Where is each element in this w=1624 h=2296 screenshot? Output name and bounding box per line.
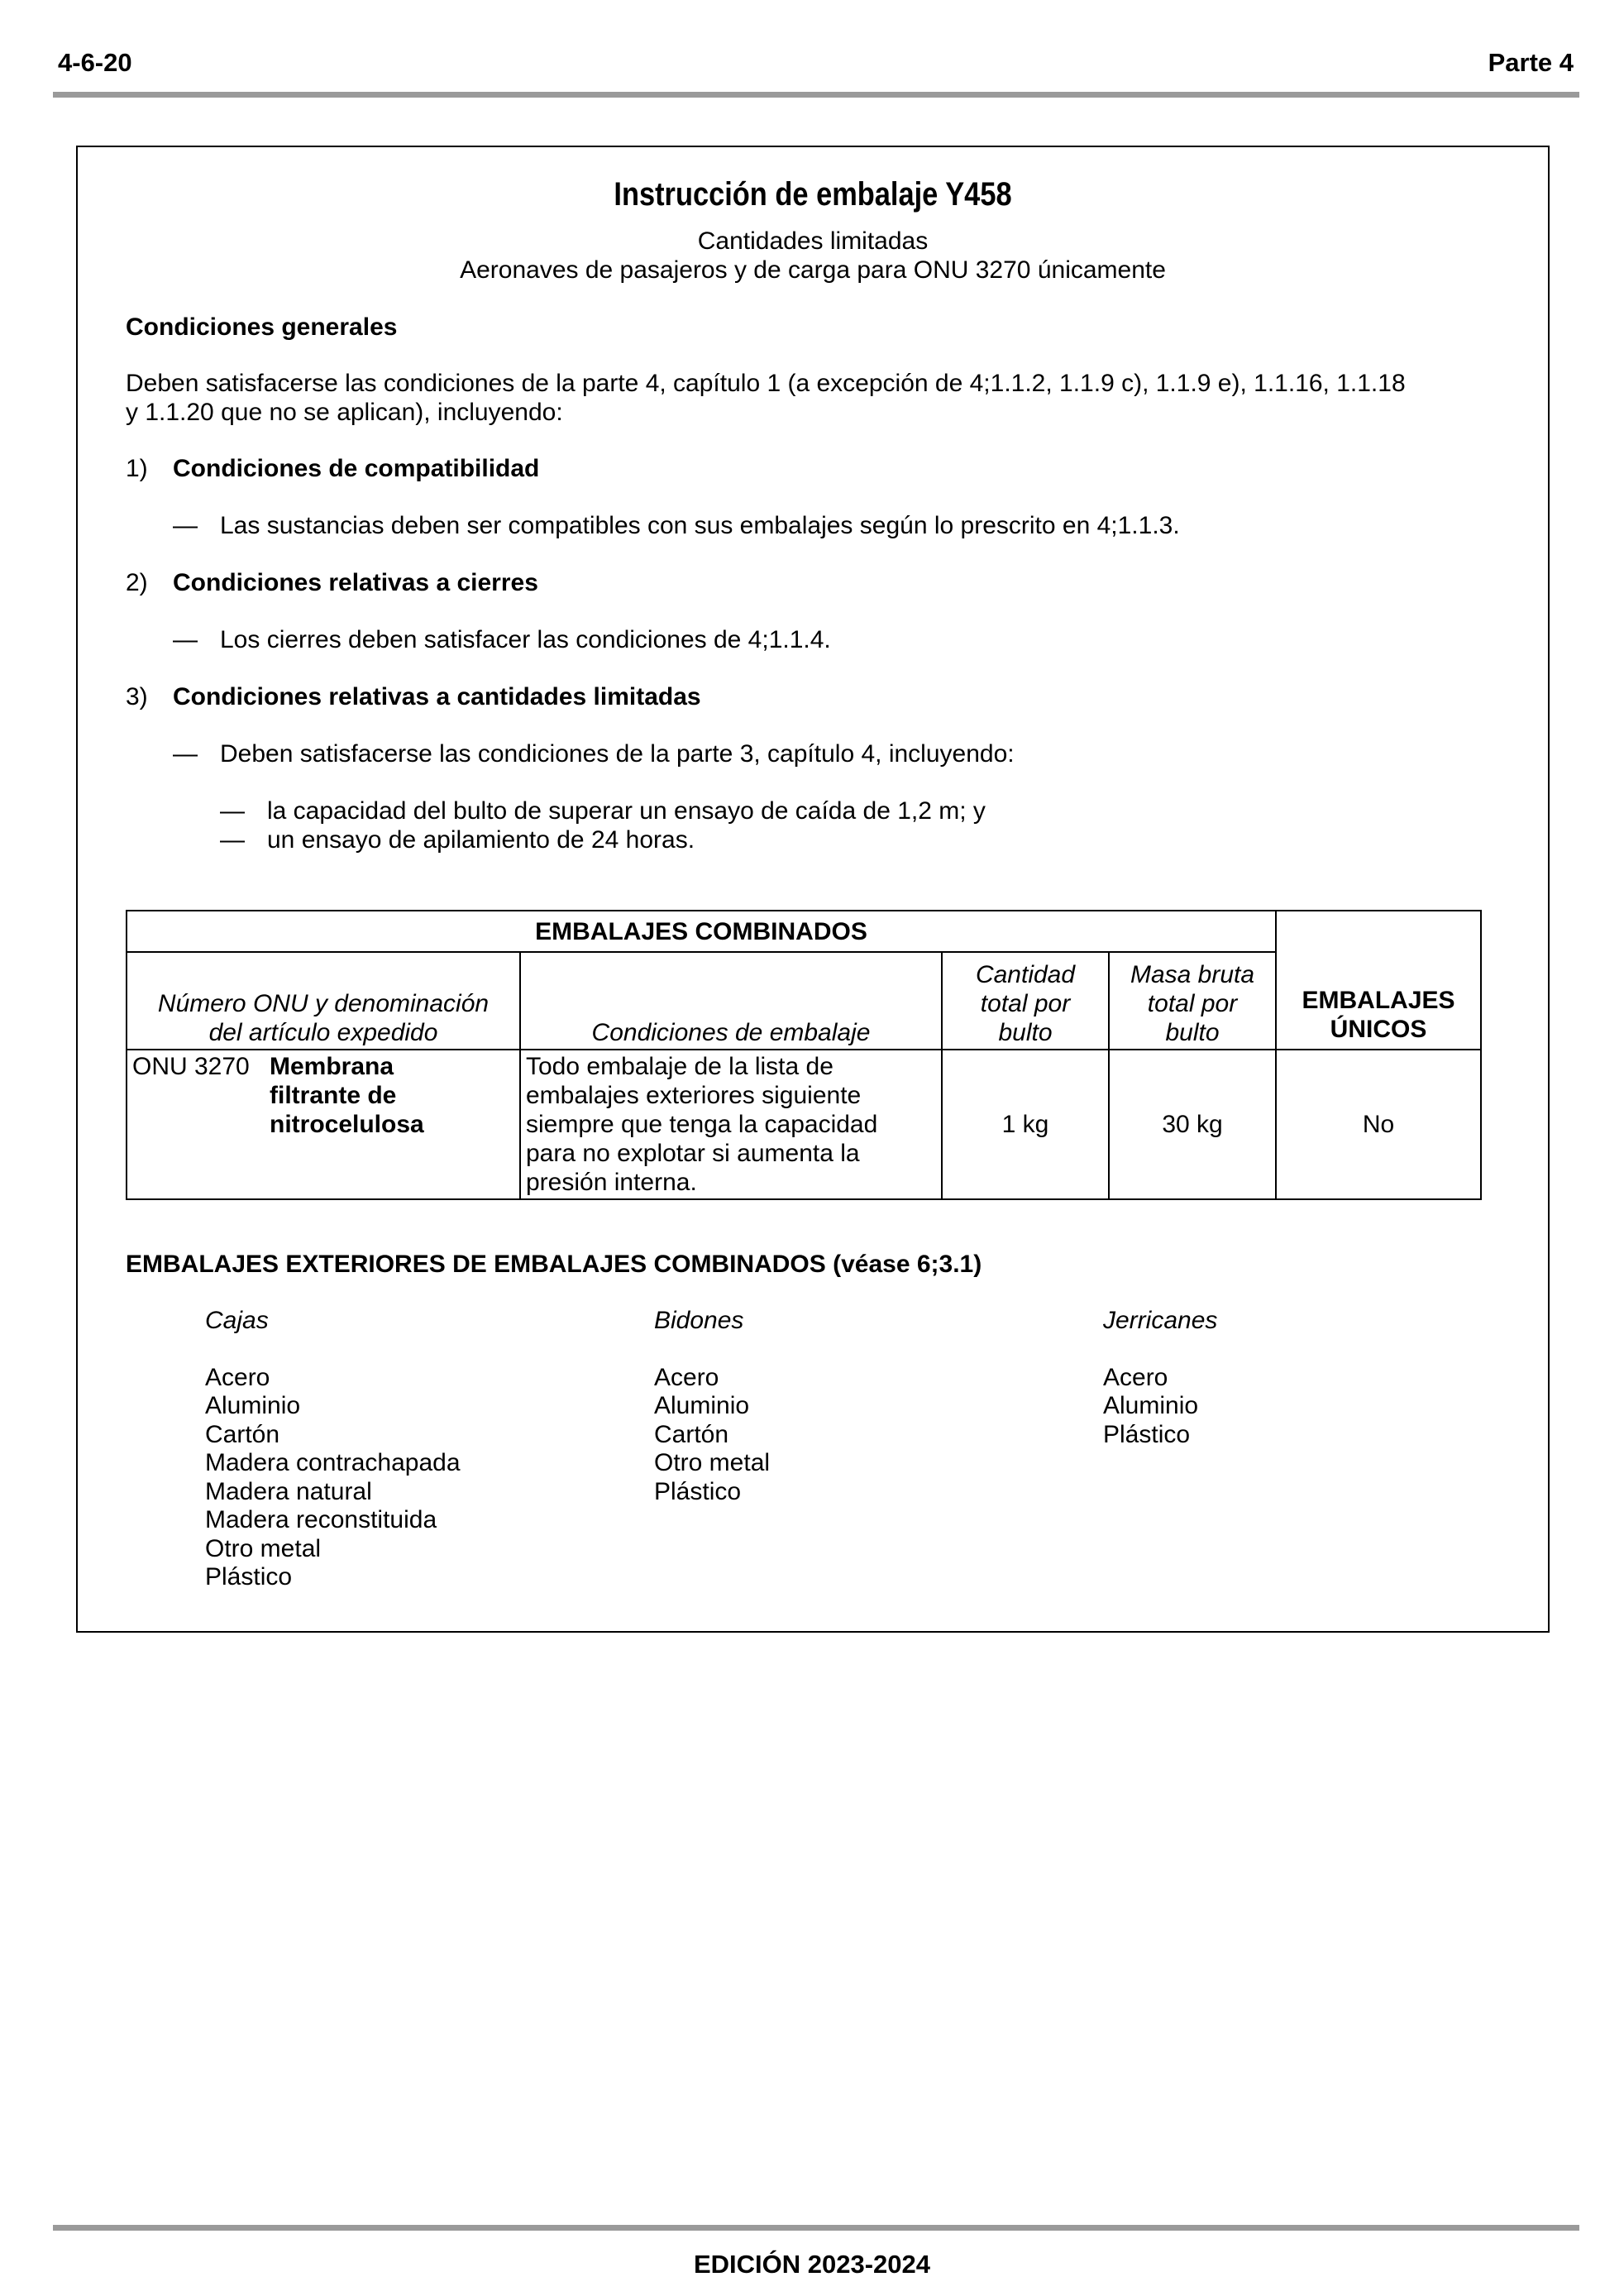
col-quantity-header-line-3: bulto	[998, 1019, 1053, 1046]
col-un-number-header	[127, 952, 520, 1050]
list-item: Plástico	[205, 1563, 293, 1590]
un-number: ONU 3270	[132, 1053, 250, 1080]
part-label: Parte 4	[1488, 48, 1574, 77]
item-2-text: Los cierres deben satisfacer las condiciones de 4;1.1.4.	[220, 626, 831, 653]
item-2-dash: —	[173, 626, 198, 653]
outer-list-jerricans	[1103, 1307, 1217, 1449]
proper-shipping-name-line-3: nitrocelulosa	[270, 1111, 424, 1138]
subtitle-aircraft: Aeronaves de pasajeros y de carga para ONU 3270 únicamente	[460, 256, 1166, 284]
outer-packagings-heading: EMBALAJES EXTERIORES DE EMBALAJES COMBINADOS (véase 6;3.1)	[126, 1251, 982, 1278]
list-item: Otro metal	[654, 1449, 771, 1476]
subitem-1-dash: —	[220, 797, 245, 825]
subtitle-limited-quantities: Cantidades limitadas	[697, 227, 929, 255]
item-1-heading: Condiciones de compatibilidad	[173, 455, 540, 482]
outer-list-drums-title: Bidones	[654, 1307, 744, 1334]
list-item: Acero	[1103, 1363, 1168, 1391]
outer-list-boxes-title: Cajas	[205, 1307, 269, 1334]
packing-conditions-line-3: siempre que tenga la capacidad	[526, 1111, 878, 1138]
item-3-dash: —	[173, 740, 198, 768]
proper-shipping-name-line-1: Membrana	[270, 1053, 394, 1080]
item-3-number: 3)	[126, 683, 148, 710]
col-mass-header	[1109, 952, 1276, 1050]
packing-instruction-box	[76, 146, 1550, 1633]
header-rule	[53, 92, 1579, 98]
col-quantity-header-line-2: total por	[980, 990, 1071, 1017]
general-conditions-line-2: y 1.1.20 que no se aplican), incluyendo:	[126, 399, 563, 426]
col-mass-header-line-2: total por	[1147, 990, 1238, 1017]
instruction-title: Instrucción de embalaje Y458	[614, 176, 1012, 213]
col-un-number-header-line-2: del artículo expedido	[208, 1019, 438, 1046]
general-conditions-heading: Condiciones generales	[126, 313, 398, 341]
list-item: Aluminio	[654, 1392, 750, 1419]
single-packagings-cell: No	[1276, 1050, 1481, 1199]
list-item: Aluminio	[205, 1392, 301, 1419]
item-1-text: Las sustancias deben ser compatibles con sus embalajes según lo prescrito en 4;1.1.3.	[220, 512, 1180, 539]
page-number: 4-6-20	[58, 48, 132, 77]
footer-rule	[53, 2225, 1579, 2231]
total-quantity-cell: 1 kg	[942, 1050, 1109, 1199]
outer-list-drums	[654, 1307, 770, 1506]
packing-conditions-line-5: presión interna.	[526, 1169, 697, 1196]
col-mass-header-line-1: Masa bruta	[1130, 961, 1255, 988]
list-item: Plástico	[1103, 1420, 1191, 1448]
combined-packagings-header: EMBALAJES COMBINADOS	[127, 911, 1276, 952]
list-item: Madera contrachapada	[205, 1449, 461, 1476]
list-item: Aluminio	[1103, 1392, 1199, 1419]
proper-shipping-name-line-2: filtrante de	[270, 1082, 397, 1109]
single-packagings-header-line-1: EMBALAJES	[1302, 987, 1455, 1014]
single-packagings-header-line-2: ÚNICOS	[1330, 1016, 1427, 1043]
list-item: Acero	[205, 1363, 270, 1391]
item-1-number: 1)	[126, 455, 148, 482]
table-row	[127, 1050, 1481, 1199]
general-conditions-line-1: Deben satisfacerse las condiciones de la parte 4, capítulo 1 (a excepción de 4;1.1.2, 1.1.9 c), 1.1.9 e), 1.1.16, 1.1.18	[126, 370, 1406, 397]
item-1-dash: —	[173, 512, 198, 539]
list-item: Acero	[654, 1363, 719, 1391]
col-quantity-header	[942, 952, 1109, 1050]
list-item: Plástico	[654, 1477, 742, 1505]
item-2-number: 2)	[126, 569, 148, 596]
list-item: Madera natural	[205, 1477, 372, 1505]
list-item: Cartón	[205, 1420, 280, 1448]
item-3-text: Deben satisfacerse las condiciones de la parte 3, capítulo 4, incluyendo:	[220, 740, 1015, 768]
item-3-heading: Condiciones relativas a cantidades limitadas	[173, 683, 701, 710]
col-un-number-header-line-1: Número ONU y denominación	[157, 990, 490, 1017]
item-2-heading: Condiciones relativas a cierres	[173, 569, 538, 596]
col-conditions-header: Condiciones de embalaje	[520, 952, 942, 1050]
packing-conditions-line-1: Todo embalaje de la lista de	[526, 1053, 833, 1080]
subitem-2-dash: —	[220, 826, 245, 854]
list-item: Madera reconstituida	[205, 1506, 437, 1533]
packing-conditions-line-2: embalajes exteriores siguiente	[526, 1082, 862, 1109]
table-group-header-row	[127, 911, 1481, 952]
single-packagings-header	[1276, 911, 1481, 1050]
outer-list-jerricans-title: Jerricanes	[1103, 1307, 1218, 1334]
combined-packagings-table	[126, 910, 1482, 1200]
col-mass-header-line-3: bulto	[1165, 1019, 1220, 1046]
packing-conditions-cell	[520, 1050, 942, 1199]
col-quantity-header-line-1: Cantidad	[975, 961, 1076, 988]
list-item: Otro metal	[205, 1534, 322, 1562]
list-item: Cartón	[654, 1420, 729, 1448]
edition-footer: EDICIÓN 2023-2024	[693, 2250, 931, 2279]
gross-mass-cell: 30 kg	[1109, 1050, 1276, 1199]
packing-conditions-line-4: para no explotar si aumenta la	[526, 1140, 860, 1167]
un-number-cell	[127, 1050, 520, 1199]
subitem-2-text: un ensayo de apilamiento de 24 horas.	[267, 826, 695, 854]
outer-list-boxes	[205, 1307, 461, 1592]
subitem-1-text: la capacidad del bulto de superar un ensayo de caída de 1,2 m; y	[267, 797, 986, 825]
proper-shipping-name	[270, 1052, 509, 1139]
